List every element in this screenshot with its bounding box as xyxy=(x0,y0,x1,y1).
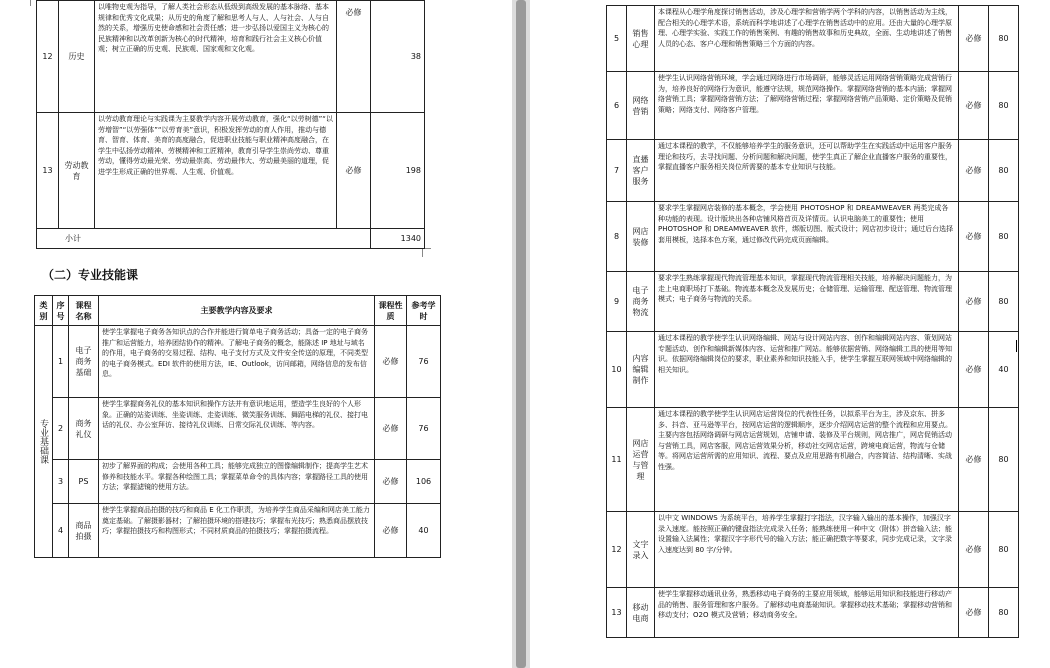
table-row xyxy=(607,140,1019,202)
course-content: 以中文 WINDOWS 为系统平台，培养学生掌握打字指法，汉字输入输出的基本操作，加强汉字录入速度。能按照正确的键盘指法完成录入任务；能熟练使用一种中文（附体）拼音输入法；能设置输入法属性；掌握汉字字形代号的输入方法；能正确把数字等要求，同步完成记录，文字录入速度达到 80 字/分钟。 xyxy=(655,512,959,588)
course-name: 劳动教育 xyxy=(59,113,95,229)
course-name: 网店运营与管理 xyxy=(627,408,655,512)
course-hours: 80 xyxy=(989,408,1019,512)
table-row xyxy=(607,272,1019,332)
course-name: 销售心理 xyxy=(627,6,655,72)
corner-mark xyxy=(22,0,31,6)
course-name: 文字录入 xyxy=(627,512,655,588)
curriculum-table-general xyxy=(36,0,425,249)
course-content: 使学生掌握商品拍摄的技巧和商品 E 化工作职责，为培养学生商品采编和网店美工能力奠定基础。了解摄影器材；了解拍摄环境的搭建技巧；掌握布光技巧；熟悉商品摆放技巧；掌握拍摄技巧和构图形式；不同材质商品的拍摄技巧；掌握拍摄流程。 xyxy=(99,504,375,558)
header-hours: 参考学时 xyxy=(407,296,441,326)
course-content: 以唯物史观为指导，了解人类社会形态从低级到高级发展的基本脉络、基本规律和优秀文化成果；从历史的角度了解和思考人与人、人与社会、人与自然的关系，增强历史使命感和社会责任感；进一步弘扬以爱国主义为核心的民族精神和以改革创新为核心的时代精神，培育和践行社会主义核心价值观；树立正确的历史观、民族观、国家观和文化观。 xyxy=(95,1,337,113)
header-category: 类别 xyxy=(35,296,53,326)
curriculum-table-continued xyxy=(606,5,1019,638)
table-row xyxy=(607,588,1019,638)
course-content: 使学生掌握商务礼仪的基本知识和操作方法并有意识地运用，塑造学生良好的个人形象。正确的站姿训练、坐姿训练、走姿训练、微笑服务训练、舞蹈电梯的礼仪、接打电话的礼仪、办公室拜访、接待礼仪训练、日常交际礼仪训练、等内容。 xyxy=(99,398,375,460)
row-number: 8 xyxy=(607,202,627,272)
vertical-scrollbar[interactable] xyxy=(512,0,530,668)
table-row xyxy=(607,6,1019,72)
course-name: 直播客户服务 xyxy=(627,140,655,202)
course-hours: 80 xyxy=(989,512,1019,588)
course-hours: 80 xyxy=(989,588,1019,638)
table-header-row xyxy=(35,296,441,326)
course-content: 要求学生掌握网店装修的基本概念，学会使用 PHOTOSHOP 和 DREAMWEAVER 两类完成各种功能的表现。设计版块出各种店铺风格首页及详情页。认识电脑美工的重要性；使用 PHOTOSHOP 和 DREAMWEAVER 软件，绑版切图、版式设计；网店初步设计；通过后台选择套用模板，选择本色方案，通过修改代码完成页面编辑。 xyxy=(655,202,959,272)
course-content: 通过本课程的教学使学生认识网店运营岗位的代表性任务，以拟系平台为主，涉及京东、拼多多、抖音、亚马逊等平台，按网店运营的逻辑顺序，逐步介绍网店运营的整个流程和应用要点。主要内容包括网络调研与网店运营规划，店铺申请、装修及平台规则，网店推广，网店促销活动与营销工具，网店客服，网店运营效果分析，移动社交网店运营，跨境电商运营，物流与仓储等。将网店运营所需的应用知识、流程、要点及应用思路有机融合，内容简洁、结构清晰、实战性强。 xyxy=(655,408,959,512)
course-name: 商务礼仪 xyxy=(69,398,99,460)
table-row xyxy=(37,113,425,229)
row-number: 13 xyxy=(607,588,627,638)
subtotal-value: 1340 xyxy=(371,229,425,249)
course-type: 必修 xyxy=(959,332,989,408)
course-name: 网店装修 xyxy=(627,202,655,272)
header-no: 序号 xyxy=(53,296,69,326)
course-hours: 38 xyxy=(371,1,425,113)
row-number: 2 xyxy=(53,398,69,460)
text-cursor xyxy=(1016,340,1017,352)
table-row xyxy=(607,512,1019,588)
table-row xyxy=(35,504,441,558)
course-name: 移动电商 xyxy=(627,588,655,638)
table-row xyxy=(35,398,441,460)
row-number: 12 xyxy=(607,512,627,588)
course-name: 内容编辑制作 xyxy=(627,332,655,408)
course-type: 必修 xyxy=(959,272,989,332)
corner-mark xyxy=(422,248,431,257)
course-type: 必修 xyxy=(959,408,989,512)
course-type: 必修 xyxy=(375,398,407,460)
course-type: 必修 xyxy=(959,72,989,140)
table-row xyxy=(35,326,441,398)
row-number: 5 xyxy=(607,6,627,72)
course-content: 使学生掌握电子商务各知识点的合作并能进行简单电子商务活动；具备一定的电子商务推广和运营能力，培养团结协作的精神。了解电子商务的概念，能陈述 IP 地址与域名的作用，电子商务的交易过程、结构、电子支付方式及文件安全传送的原理，不同类型的电子商务模式。EDI 软件的使用方法，IE、Outlook，访问邮箱，网络信息的发布信息。 xyxy=(99,326,375,398)
course-hours: 40 xyxy=(407,504,441,558)
document-page-left xyxy=(0,0,512,668)
row-number: 11 xyxy=(607,408,627,512)
course-content: 通过本课程的教学使学生认识网络编辑、网站与设计网站内容、创作和编辑网站内容、策划网站专题活动、创作和编辑新媒体内容、运营和推广网站。能够依据营销、网络编辑工具的使用等知识。依据网络编辑岗位的要求，职业素养和知识技能入手，使学生掌握互联网领域中网络编辑的相关知识。 xyxy=(655,332,959,408)
course-hours: 80 xyxy=(989,72,1019,140)
header-content: 主要教学内容及要求 xyxy=(99,296,375,326)
row-number: 13 xyxy=(37,113,59,229)
document-page-right xyxy=(530,0,1050,668)
course-content: 通过本课程的教学，不仅能够培养学生的服务意识，还可以帮助学生在实践活动中运用客户服务理论和技巧，去寻找问题、分析问题和解决问题，使学生真正了解企业直播客户服务的重要性，掌握直播客户服务相关岗位所需要的基本专业知识与技能。 xyxy=(655,140,959,202)
course-type: 必修 xyxy=(337,113,371,229)
course-hours: 106 xyxy=(407,460,441,504)
category-cell: 专业基础课 xyxy=(35,326,53,558)
course-hours: 198 xyxy=(371,113,425,229)
course-hours: 76 xyxy=(407,398,441,460)
subtotal-row xyxy=(37,229,425,249)
curriculum-table-professional xyxy=(34,295,441,558)
course-hours: 80 xyxy=(989,202,1019,272)
course-hours: 80 xyxy=(989,140,1019,202)
course-hours: 76 xyxy=(407,326,441,398)
row-number: 6 xyxy=(607,72,627,140)
course-name: 网络营销 xyxy=(627,72,655,140)
subtotal-label: 小计 xyxy=(37,229,371,249)
course-type: 必修 xyxy=(959,588,989,638)
table-row xyxy=(607,332,1019,408)
course-name: 电子商务基础 xyxy=(69,326,99,398)
header-type: 课程性质 xyxy=(375,296,407,326)
course-hours: 40 xyxy=(989,332,1019,408)
scrollbar-thumb[interactable] xyxy=(516,0,526,668)
row-number: 1 xyxy=(53,326,69,398)
course-name: 商品拍摄 xyxy=(69,504,99,558)
row-number: 7 xyxy=(607,140,627,202)
table-row xyxy=(607,202,1019,272)
table-row xyxy=(37,1,425,113)
course-type: 必修 xyxy=(959,512,989,588)
course-content: 以劳动教育理论与实践课为主要教学内容开展劳动教育，强化“以劳树德”“以劳增智”“以劳强体”“以劳育美”意识，积极发挥劳动的育人作用，推动与德育、智育、体育、美育的高度融合，促进职业技能与职业精神高度融合，在学生中弘扬劳动精神、劳模精神和工匠精神，教育引导学生崇尚劳动、尊重劳动，懂得劳动最光荣、劳动最崇高、劳动最伟大、劳动最美丽的道理，促进学生形成正确的世界观、人生观、价值观。 xyxy=(95,113,337,229)
row-number: 10 xyxy=(607,332,627,408)
row-number: 4 xyxy=(53,504,69,558)
section-title: （二）专业技能课 xyxy=(42,268,139,282)
course-content: 本课程从心理学角度探讨销售活动，涉及心理学和营销学两个学科的内容，以销售活动为主线，配合相关的心理学术语，系统而科学地讲述了心理学在销售活动中的应用。还由大量的心理学原理、心理学实验、实践工作的销售案例、有趣的销售故事和历史典故，全面、生动地讲述了销售人员的心态、客户心理和销售策略三个方面的内容。 xyxy=(655,6,959,72)
course-type: 必修 xyxy=(959,140,989,202)
course-hours: 80 xyxy=(989,272,1019,332)
course-type: 必修 xyxy=(375,460,407,504)
row-number: 9 xyxy=(607,272,627,332)
row-number: 3 xyxy=(53,460,69,504)
header-name: 课程名称 xyxy=(69,296,99,326)
course-name: PS xyxy=(69,460,99,504)
course-type: 必修 xyxy=(337,1,371,113)
course-content: 使学生认识网络营销环境，学会通过网络进行市场调研，能够灵活运用网络营销策略完成营销行为，培养良好的网络行为意识，能遵守法规，规范网络操作。掌握网络营销的基本内涵；掌握网络营销工具；掌握网络营销方法；了解网络营销过程；掌握网络营销产品策略、定价策略及促销策略；网络支付、网络客户管理。 xyxy=(655,72,959,140)
table-row xyxy=(35,460,441,504)
course-type: 必修 xyxy=(375,326,407,398)
course-type: 必修 xyxy=(959,6,989,72)
course-hours: 80 xyxy=(989,6,1019,72)
course-content: 使学生掌握移动通讯业务，熟悉移动电子商务的主要应用领域，能够运用知识和技能进行移动产品的销售、服务管理和客户服务。了解移动电商基础知识。掌握移动技术基础；掌握移动营销和移动支付；O2O 模式及营销；移动商务安全。 xyxy=(655,588,959,638)
course-content: 初步了解界面的构成；会使用各种工具；能够完成独立的图像编辑制作；提高学生艺术修养和技能水平。掌握各种绘图工具；掌握菜单命令的具体内容；掌握路径工具的使用方法；掌握滤镜的使用方法。 xyxy=(99,460,375,504)
course-type: 必修 xyxy=(959,202,989,272)
course-type: 必修 xyxy=(375,504,407,558)
course-name: 历史 xyxy=(59,1,95,113)
table-row xyxy=(607,72,1019,140)
course-name: 电子商务物流 xyxy=(627,272,655,332)
row-number: 12 xyxy=(37,1,59,113)
table-row xyxy=(607,408,1019,512)
course-content: 要求学生熟练掌握现代物流管理基本知识，掌握现代物流管理相关技能，培养解决问题能力，为走上电商职场打下基础。物流基本概念及发展历史；仓储管理、运输管理、配送管理、物流管理模式；电子商务与物流的关系。 xyxy=(655,272,959,332)
